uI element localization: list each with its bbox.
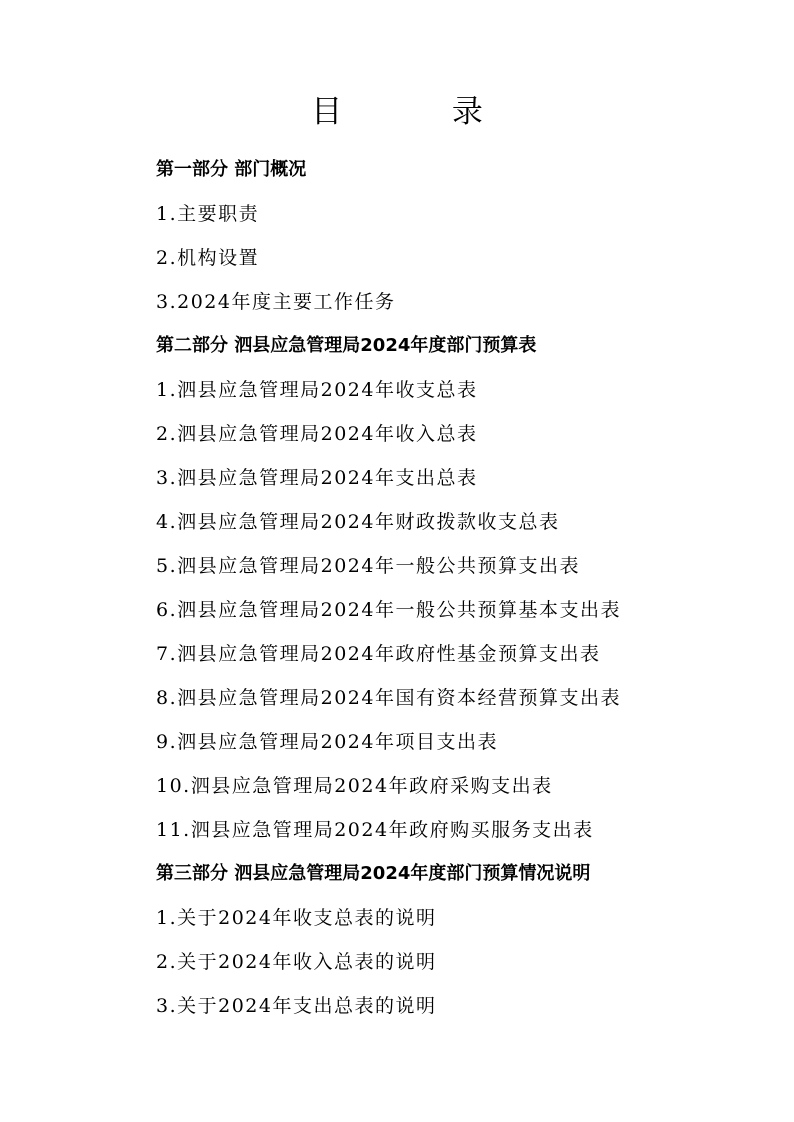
section-heading-1: 第一部分 部门概况: [156, 159, 307, 180]
toc-item: 9.泗县应急管理局2024年项目支出表: [156, 731, 498, 753]
toc-item: 3.泗县应急管理局2024年支出总表: [156, 467, 478, 489]
toc-item: 4.泗县应急管理局2024年财政拨款收支总表: [156, 511, 560, 533]
table-of-contents: [156, 148, 776, 1028]
toc-item: 2.机构设置: [156, 247, 260, 269]
toc-item: 1.泗县应急管理局2024年收支总表: [156, 379, 478, 401]
toc-item: 1.关于2024年收支总表的说明: [156, 907, 437, 929]
section-heading-3: 第三部分 泗县应急管理局2024年度部门预算情况说明: [156, 863, 591, 884]
page-title: 目 录: [311, 94, 533, 130]
toc-item: 6.泗县应急管理局2024年一般公共预算基本支出表: [156, 599, 621, 621]
toc-item: 2.泗县应急管理局2024年收入总表: [156, 423, 478, 445]
toc-item: 8.泗县应急管理局2024年国有资本经营预算支出表: [156, 687, 621, 709]
toc-item: 3.2024年度主要工作任务: [156, 291, 396, 313]
toc-item: 1.主要职责: [156, 203, 260, 225]
section-heading-2: 第二部分 泗县应急管理局2024年度部门预算表: [156, 335, 537, 356]
toc-item: 2.关于2024年收入总表的说明: [156, 951, 437, 973]
toc-item: 5.泗县应急管理局2024年一般公共预算支出表: [156, 555, 580, 577]
toc-item: 10.泗县应急管理局2024年政府采购支出表: [156, 775, 553, 797]
toc-item: 7.泗县应急管理局2024年政府性基金预算支出表: [156, 643, 601, 665]
toc-item: 3.关于2024年支出总表的说明: [156, 995, 437, 1017]
toc-item: 11.泗县应急管理局2024年政府购买服务支出表: [156, 819, 594, 841]
